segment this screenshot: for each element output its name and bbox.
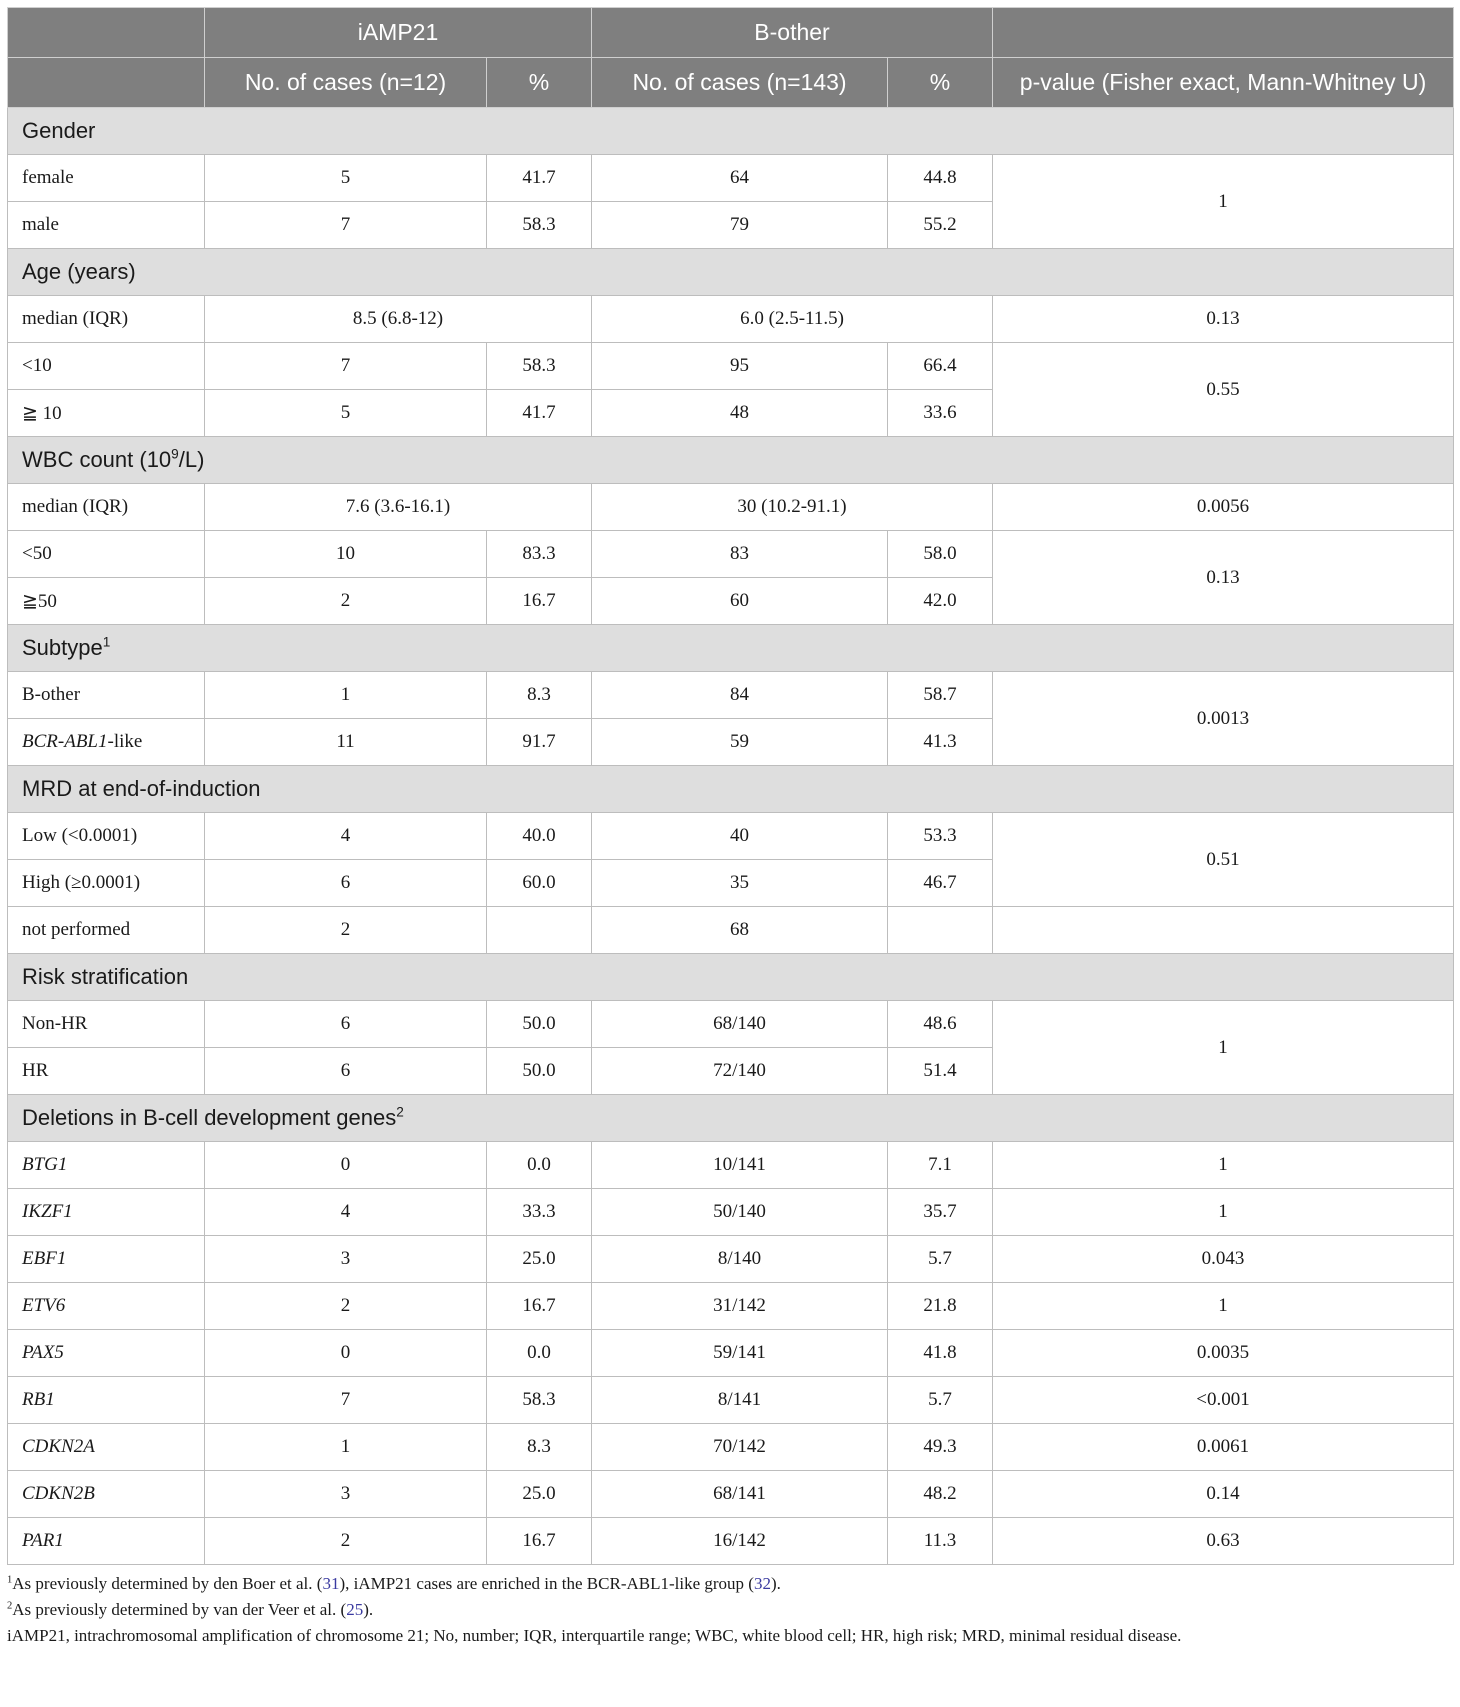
section-title-text: Subtype	[22, 635, 103, 660]
gene-label: CDKN2B	[8, 1471, 205, 1518]
bother-count: 50/140	[592, 1189, 888, 1236]
table-row	[8, 1471, 1454, 1518]
bother-count: 72/140	[592, 1048, 888, 1095]
iamp21-count: 6	[205, 1048, 487, 1095]
header-pvalue: p-value (Fisher exact, Mann-Whitney U)	[993, 58, 1454, 108]
bother-count: 8/141	[592, 1377, 888, 1424]
bother-percent: 48.6	[888, 1001, 993, 1048]
footnote-2	[7, 1597, 1453, 1623]
bother-percent: 53.3	[888, 813, 993, 860]
section-row-subtype	[8, 625, 1454, 672]
bother-percent: 7.1	[888, 1142, 993, 1189]
bother-median: 6.0 (2.5-11.5)	[592, 296, 993, 343]
header-iamp21-pct: %	[487, 58, 592, 108]
iamp21-count: 6	[205, 1001, 487, 1048]
iamp21-percent: 60.0	[487, 860, 592, 907]
iamp21-count: 4	[205, 813, 487, 860]
section-title-text: WBC count (10	[22, 447, 172, 472]
bother-count: 70/142	[592, 1424, 888, 1471]
section-title-text: Deletions in B-cell development genes	[22, 1105, 397, 1130]
bother-percent: 49.3	[888, 1424, 993, 1471]
row-label: Low (<0.0001)	[8, 813, 205, 860]
bother-count: 79	[592, 202, 888, 249]
footnote-text: As previously determined by den Boer et al. (	[12, 1574, 323, 1593]
bother-count: 83	[592, 531, 888, 578]
table-row	[8, 1518, 1454, 1565]
bother-percent: 55.2	[888, 202, 993, 249]
p-value-empty	[993, 907, 1454, 954]
row-label: <50	[8, 531, 205, 578]
bother-count: 31/142	[592, 1283, 888, 1330]
bother-count: 68/141	[592, 1471, 888, 1518]
iamp21-percent: 58.3	[487, 1377, 592, 1424]
table-row	[8, 672, 1454, 719]
bother-percent: 46.7	[888, 860, 993, 907]
bother-percent: 33.6	[888, 390, 993, 437]
row-label: High (≥0.0001)	[8, 860, 205, 907]
row-label-suffix: -like	[107, 731, 143, 752]
iamp21-percent: 41.7	[487, 155, 592, 202]
bother-count: 10/141	[592, 1142, 888, 1189]
reference-link[interactable]: 32	[753, 1574, 771, 1593]
table-row	[8, 1236, 1454, 1283]
iamp21-count: 2	[205, 1518, 487, 1565]
section-row-risk	[8, 954, 1454, 1001]
iamp21-count: 1	[205, 672, 487, 719]
iamp21-percent: 50.0	[487, 1048, 592, 1095]
table-row	[8, 1189, 1454, 1236]
iamp21-percent: 58.3	[487, 202, 592, 249]
row-label: ≧50	[8, 578, 205, 625]
gene-label: PAR1	[8, 1518, 205, 1565]
header-row-columns	[8, 58, 1454, 108]
iamp21-percent: 40.0	[487, 813, 592, 860]
header-empty-cell	[993, 8, 1454, 58]
bother-count: 64	[592, 155, 888, 202]
iamp21-percent: 91.7	[487, 719, 592, 766]
table-row	[8, 1001, 1454, 1048]
bother-percent: 51.4	[888, 1048, 993, 1095]
iamp21-percent: 41.7	[487, 390, 592, 437]
bother-percent: 21.8	[888, 1283, 993, 1330]
abbreviations-note: iAMP21, intrachromosomal amplification of chromosome 21; No, number; IQR, interquartile range; WBC, white blood cell; HR, high risk; MRD, minimal residual disease.	[7, 1626, 1182, 1645]
bother-count: 59/141	[592, 1330, 888, 1377]
iamp21-percent: 16.7	[487, 1518, 592, 1565]
row-label: Non-HR	[8, 1001, 205, 1048]
iamp21-count: 4	[205, 1189, 487, 1236]
bother-percent: 58.7	[888, 672, 993, 719]
row-label-gene: BCR-ABL1	[22, 731, 108, 752]
row-label: median (IQR)	[8, 484, 205, 531]
bother-percent: 48.2	[888, 1471, 993, 1518]
iamp21-count: 0	[205, 1330, 487, 1377]
iamp21-percent: 58.3	[487, 343, 592, 390]
iamp21-count: 0	[205, 1142, 487, 1189]
iamp21-median: 7.6 (3.6-16.1)	[205, 484, 592, 531]
iamp21-count: 2	[205, 907, 487, 954]
header-bother-cases: No. of cases (n=143)	[592, 58, 888, 108]
bother-count: 60	[592, 578, 888, 625]
gene-label: IKZF1	[8, 1189, 205, 1236]
bother-count: 59	[592, 719, 888, 766]
footnote-text: ), iAMP21 cases are enriched in the BCR-ABL1-like group (	[339, 1574, 754, 1593]
gene-label: CDKN2A	[8, 1424, 205, 1471]
gene-label: BTG1	[8, 1142, 205, 1189]
bother-count: 95	[592, 343, 888, 390]
iamp21-count: 5	[205, 390, 487, 437]
p-value: 0.13	[993, 531, 1454, 625]
row-label: median (IQR)	[8, 296, 205, 343]
table-row	[8, 1377, 1454, 1424]
section-title-text: /L)	[178, 447, 205, 472]
bother-count: 8/140	[592, 1236, 888, 1283]
iamp21-median: 8.5 (6.8-12)	[205, 296, 592, 343]
p-value: 1	[993, 1001, 1454, 1095]
row-label: B-other	[8, 672, 205, 719]
section-title	[8, 437, 1454, 484]
p-value: 0.63	[993, 1518, 1454, 1565]
header-row-groups	[8, 8, 1454, 58]
row-label: HR	[8, 1048, 205, 1095]
row-label: ≧ 10	[8, 390, 205, 437]
iamp21-percent: 8.3	[487, 672, 592, 719]
header-empty-cell	[8, 58, 205, 108]
iamp21-percent: 8.3	[487, 1424, 592, 1471]
p-value: 0.55	[993, 343, 1454, 437]
row-label: female	[8, 155, 205, 202]
bother-percent: 58.0	[888, 531, 993, 578]
iamp21-count: 3	[205, 1471, 487, 1518]
table-row	[8, 813, 1454, 860]
header-iamp21: iAMP21	[205, 8, 592, 58]
superscript: 9	[171, 446, 179, 462]
section-row-wbc	[8, 437, 1454, 484]
footnote-text: As previously determined by van der Veer et al. (	[12, 1600, 347, 1619]
section-title: Risk stratification	[8, 954, 1454, 1001]
section-row-mrd	[8, 766, 1454, 813]
gene-label: RB1	[8, 1377, 205, 1424]
gene-label: ETV6	[8, 1283, 205, 1330]
header-empty-cell	[8, 8, 205, 58]
bother-percent: 35.7	[888, 1189, 993, 1236]
section-title: MRD at end-of-induction	[8, 766, 1454, 813]
iamp21-percent: 50.0	[487, 1001, 592, 1048]
gene-label: EBF1	[8, 1236, 205, 1283]
table-row	[8, 1142, 1454, 1189]
footnote-1	[7, 1571, 1453, 1597]
iamp21-count: 11	[205, 719, 487, 766]
footnote-text: ).	[770, 1574, 781, 1593]
iamp21-percent: 25.0	[487, 1471, 592, 1518]
row-label: not performed	[8, 907, 205, 954]
section-row-gender	[8, 108, 1454, 155]
iamp21-count: 7	[205, 343, 487, 390]
table-container	[7, 7, 1453, 1649]
iamp21-count: 2	[205, 578, 487, 625]
section-title: Gender	[8, 108, 1454, 155]
table-row	[8, 343, 1454, 390]
p-value: 1	[993, 1189, 1454, 1236]
p-value: 0.13	[993, 296, 1454, 343]
iamp21-percent: 0.0	[487, 1330, 592, 1377]
bother-percent: 5.7	[888, 1236, 993, 1283]
bother-count: 84	[592, 672, 888, 719]
table-row	[8, 1330, 1454, 1377]
bother-count: 16/142	[592, 1518, 888, 1565]
section-title	[8, 625, 1454, 672]
iamp21-count: 7	[205, 1377, 487, 1424]
header-bother: B-other	[592, 8, 993, 58]
p-value: 0.0056	[993, 484, 1454, 531]
iamp21-count: 3	[205, 1236, 487, 1283]
iamp21-percent: 83.3	[487, 531, 592, 578]
p-value: 1	[993, 1283, 1454, 1330]
p-value: 0.51	[993, 813, 1454, 907]
iamp21-count: 7	[205, 202, 487, 249]
iamp21-count: 6	[205, 860, 487, 907]
iamp21-percent: 33.3	[487, 1189, 592, 1236]
section-row-age	[8, 249, 1454, 296]
data-table	[7, 7, 1454, 1565]
p-value: 0.043	[993, 1236, 1454, 1283]
bother-percent: 11.3	[888, 1518, 993, 1565]
p-value: 0.14	[993, 1471, 1454, 1518]
table-footnotes	[7, 1571, 1453, 1649]
footnote-marker: 2	[7, 1600, 13, 1612]
p-value: 1	[993, 155, 1454, 249]
footnote-marker: 1	[7, 1574, 13, 1586]
p-value: 1	[993, 1142, 1454, 1189]
iamp21-percent	[487, 907, 592, 954]
p-value: 0.0061	[993, 1424, 1454, 1471]
bother-percent: 5.7	[888, 1377, 993, 1424]
iamp21-percent: 16.7	[487, 1283, 592, 1330]
iamp21-percent: 25.0	[487, 1236, 592, 1283]
bother-percent: 42.0	[888, 578, 993, 625]
section-title	[8, 1095, 1454, 1142]
superscript: 2	[396, 1104, 404, 1120]
superscript: 1	[102, 634, 111, 650]
table-row	[8, 1283, 1454, 1330]
row-label: <10	[8, 343, 205, 390]
p-value: 0.0013	[993, 672, 1454, 766]
reference-link[interactable]: 31	[322, 1574, 340, 1593]
table-row	[8, 531, 1454, 578]
header-bother-pct: %	[888, 58, 993, 108]
bother-percent	[888, 907, 993, 954]
header-iamp21-cases: No. of cases (n=12)	[205, 58, 487, 108]
table-row	[8, 484, 1454, 531]
bother-percent: 41.8	[888, 1330, 993, 1377]
iamp21-count: 5	[205, 155, 487, 202]
bother-count: 68	[592, 907, 888, 954]
bother-count: 48	[592, 390, 888, 437]
bother-count: 68/140	[592, 1001, 888, 1048]
footnote-text: ).	[363, 1600, 374, 1619]
iamp21-count: 1	[205, 1424, 487, 1471]
iamp21-count: 2	[205, 1283, 487, 1330]
bother-count: 40	[592, 813, 888, 860]
section-row-deletions	[8, 1095, 1454, 1142]
iamp21-percent: 0.0	[487, 1142, 592, 1189]
row-label: male	[8, 202, 205, 249]
p-value: <0.001	[993, 1377, 1454, 1424]
table-row	[8, 155, 1454, 202]
row-label	[8, 719, 205, 766]
bother-count: 35	[592, 860, 888, 907]
iamp21-percent: 16.7	[487, 578, 592, 625]
table-row	[8, 1424, 1454, 1471]
bother-percent: 66.4	[888, 343, 993, 390]
gene-label: PAX5	[8, 1330, 205, 1377]
bother-percent: 41.3	[888, 719, 993, 766]
bother-median: 30 (10.2-91.1)	[592, 484, 993, 531]
iamp21-count: 10	[205, 531, 487, 578]
reference-link[interactable]: 25	[346, 1600, 364, 1619]
section-title: Age (years)	[8, 249, 1454, 296]
bother-percent: 44.8	[888, 155, 993, 202]
p-value: 0.0035	[993, 1330, 1454, 1377]
table-row	[8, 907, 1454, 954]
table-row	[8, 296, 1454, 343]
